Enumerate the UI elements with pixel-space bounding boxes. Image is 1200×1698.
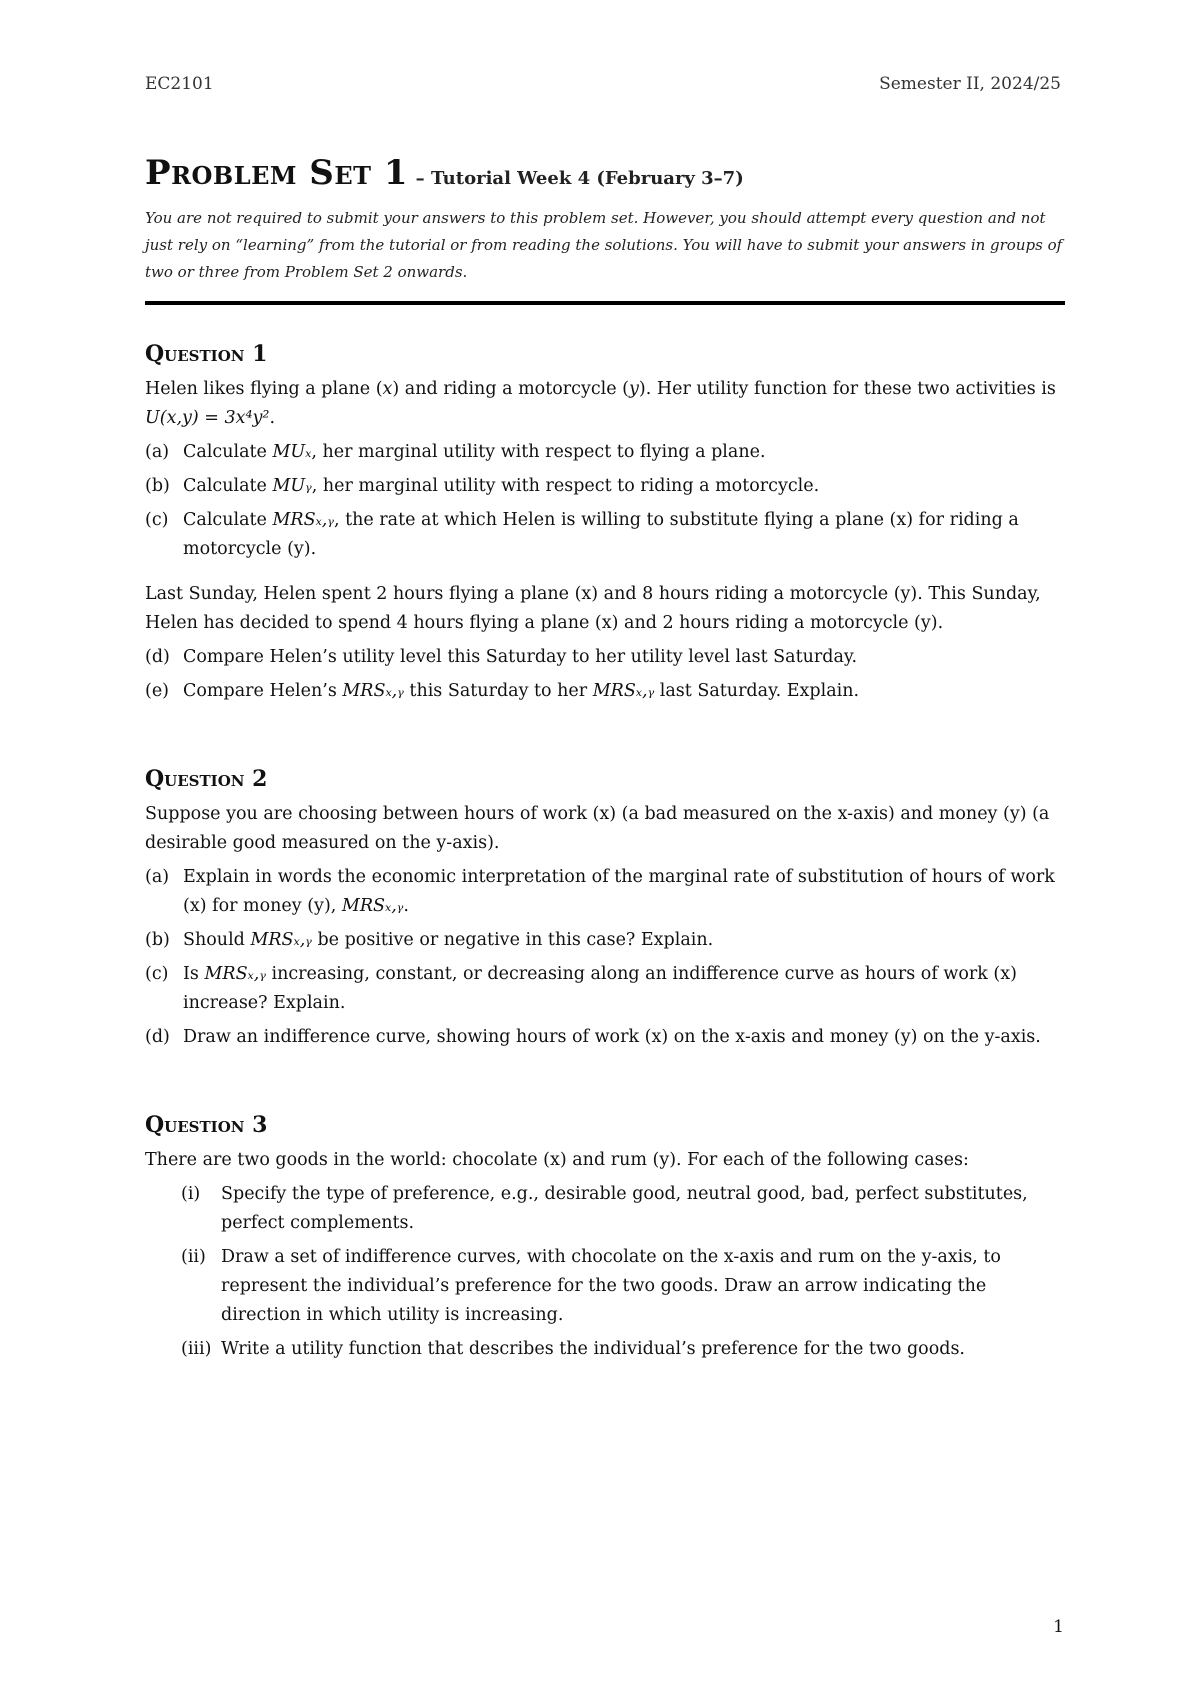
q1-text-b: ) and riding a motorcycle ( (392, 379, 629, 399)
item-text: Specify the type of preference, e.g., desirable good, neutral good, bad, perfect substitutes, perfect complements. (221, 1184, 1028, 1233)
item-text: this Saturday to her (403, 681, 593, 701)
item-text: , her marginal utility with respect to flying a plane. (311, 442, 766, 462)
question-3-heading: Question 3 (145, 1112, 268, 1138)
item-text: . (403, 896, 409, 916)
item-text: , the rate at which Helen is willing to substitute flying a plane (x) for riding a motorcycle (y). (183, 510, 1019, 559)
question-2 (145, 764, 1065, 1052)
item-text: Is (183, 964, 205, 984)
question-3 (145, 1110, 1065, 1364)
item-label: (c) (145, 964, 169, 984)
q3-item-ii (181, 1243, 1065, 1330)
q1-item-c (145, 506, 1065, 564)
q3-item-iii (181, 1335, 1065, 1364)
q1-text-a: Helen likes flying a plane ( (145, 379, 383, 399)
item-label: (a) (145, 442, 170, 462)
question-2-intro: Suppose you are choosing between hours of work (x) (a bad measured on the x-axis) and money (y) (a desirable good measured on the y-axis). (145, 804, 1050, 853)
item-label: (ii) (181, 1247, 206, 1267)
title-main: Problem Set 1 (145, 153, 408, 193)
item-math: MUₓ (272, 442, 312, 462)
course-code: EC2101 (145, 74, 214, 94)
title-rule (145, 301, 1065, 305)
question-1-scenario: Last Sunday, Helen spent 2 hours flying a plane (x) and 8 hours riding a motorcycle (y). This Sunday, Helen has decided to spend 4 hours flying a plane (x) and 2 hours riding a motorcycle (y). (145, 584, 1041, 633)
item-math: MRSₓ,ᵧ (592, 681, 655, 701)
q1-item-a (145, 438, 1065, 467)
item-label: (d) (145, 1027, 170, 1047)
title-subtitle: Tutorial Week 4 (February 3–7) (430, 168, 744, 189)
item-label: (iii) (181, 1339, 212, 1359)
semester-label: Semester II, 2024/25 (879, 74, 1061, 94)
question-3-intro: There are two goods in the world: chocolate (x) and rum (y). For each of the following cases: (145, 1150, 969, 1170)
item-text: be positive or negative in this case? Explain. (311, 930, 714, 950)
item-text: Write a utility function that describes the individual’s preference for the two goods. (221, 1339, 965, 1359)
title-dash: – (415, 168, 431, 189)
item-math: MRSₓ,ᵧ (250, 930, 312, 950)
item-text: , her marginal utility with respect to riding a motorcycle. (311, 476, 820, 496)
item-text: Explain in words the economic interpretation of the marginal rate of substitution of hours of work (x) for money (y), (183, 867, 1055, 916)
item-label: (c) (145, 510, 169, 530)
utility-function: U(x,y) = 3x⁴y² (145, 408, 270, 428)
q1-text-c: ). Her utility function for these two activities is (638, 379, 1056, 399)
item-math: MRSₓ,ᵧ (341, 896, 404, 916)
item-text: increasing, constant, or decreasing along an indifference curve as hours of work (x) increase? Explain. (183, 964, 1017, 1013)
main-content (145, 155, 1065, 1364)
q2-item-b (145, 926, 1065, 955)
q3-item-i (181, 1180, 1065, 1238)
question-1-intro: Helen likes flying a plane (x) and riding a motorcycle (y). Her utility function for these two activities is U(x,y) = 3x⁴y². (145, 379, 1056, 428)
item-math: MRSₓ,ᵧ (342, 681, 404, 701)
item-text: Draw an indifference curve, showing hours of work (x) on the x-axis and money (y) on the y-axis. (183, 1027, 1041, 1047)
item-math: MRSₓ,ᵧ (272, 510, 334, 530)
question-1-heading: Question 1 (145, 341, 268, 367)
q1-item-e (145, 677, 1065, 706)
item-text: Draw a set of indifference curves, with chocolate on the x-axis and rum on the y-axis, to represent the individual’s preference for the two goods. Draw an arrow indicating the direction in which utility is increasing. (221, 1247, 1001, 1325)
item-text: Compare Helen’s (183, 681, 343, 701)
item-text: last Saturday. Explain. (654, 681, 860, 701)
page-number: 1 (1053, 1617, 1064, 1637)
question-2-heading: Question 2 (145, 766, 268, 792)
item-text: Should (183, 930, 251, 950)
q2-item-c (145, 960, 1065, 1018)
q2-item-a (145, 863, 1065, 921)
q2-item-d (145, 1023, 1065, 1052)
question-1 (145, 339, 1065, 706)
item-text: Calculate (183, 510, 273, 530)
item-label: (e) (145, 681, 170, 701)
q1-item-d (145, 643, 1065, 672)
item-label: (d) (145, 647, 170, 667)
page-title (145, 155, 1065, 197)
item-math: MRSₓ,ᵧ (204, 964, 266, 984)
item-label: (i) (181, 1184, 201, 1204)
item-text: Calculate (183, 476, 273, 496)
item-text: Compare Helen’s utility level this Saturday to her utility level last Saturday. (183, 647, 858, 667)
q1-item-b (145, 472, 1065, 501)
item-label: (a) (145, 867, 170, 887)
item-label: (b) (145, 930, 170, 950)
item-label: (b) (145, 476, 170, 496)
intro-note: You are not required to submit your answers to this problem set. However, you should attempt every question and not just rely on “learning” from the tutorial or from reading the solutions. You will have to submit your answers in groups of two or three from Problem Set 2 onwards. (145, 209, 1063, 281)
item-math: MUᵧ (272, 476, 312, 496)
item-text: Calculate (183, 442, 273, 462)
